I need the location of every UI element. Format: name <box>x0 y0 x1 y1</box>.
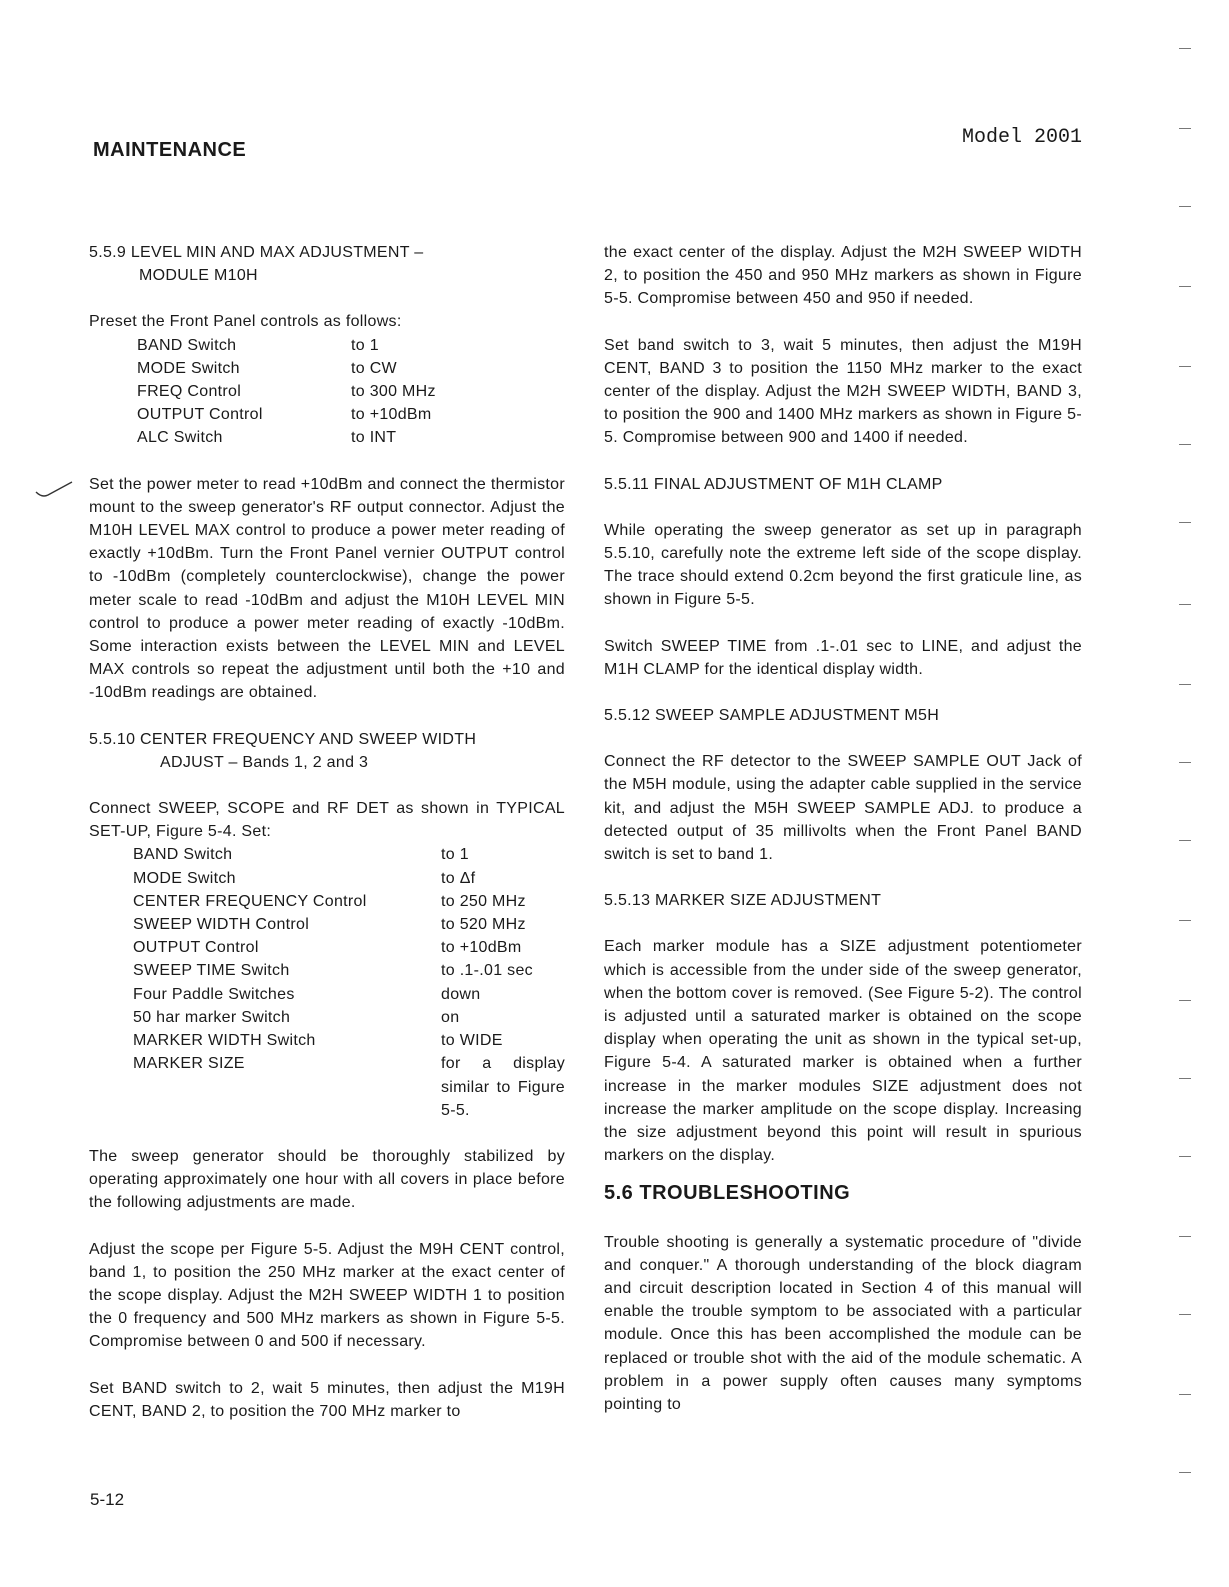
left-column <box>89 241 565 1423</box>
setting-control: OUTPUT Control <box>133 939 259 957</box>
section-heading-5-5-13: 5.5.13 MARKER SIZE ADJUSTMENT <box>604 892 882 910</box>
setting-control: MARKER WIDTH Switch <box>133 1032 316 1050</box>
sweep-sample-paragraph: Connect the RF detector to the SWEEP SAMPLE OUT Jack of the M5H module, using the adapter cable supplied in the service kit, and adjust the M5H SWEEP SAMPLE ADJ. to produce a detected output of 35 millivolts when the Front Panel BAND switch is set to band 1. <box>604 753 1082 864</box>
setting-value: to +10dBm <box>351 406 432 424</box>
settings-row <box>89 890 565 913</box>
setting-value: to CW <box>351 359 397 377</box>
clamp-paragraph-1: While operating the sweep generator as set up in paragraph 5.5.10, carefully note the extreme left side of the scope display. The trace should extend 0.2cm beyond the first graticule line, as shown in Figure 5-5. <box>604 521 1082 609</box>
settings-row <box>89 403 565 426</box>
setting-value: for a display similar to Figure 5-5. <box>441 1055 565 1119</box>
scan-edge-marks <box>1169 0 1229 1587</box>
settings-row <box>89 867 565 890</box>
setting-value: to 300 MHz <box>351 383 436 401</box>
section-header: MAINTENANCE <box>93 139 247 161</box>
setting-value: to INT <box>351 429 397 447</box>
stabilize-paragraph: The sweep generator should be thoroughly stabilized by operating approximately one hour with all covers in place before the following adjustments are made. <box>89 1147 565 1212</box>
section-heading-5-5-12: 5.5.12 SWEEP SAMPLE ADJUSTMENT M5H <box>604 707 940 725</box>
setting-value: to WIDE <box>441 1032 503 1050</box>
setting-value: to +10dBm <box>441 939 522 957</box>
settings-row <box>89 357 565 380</box>
setting-control: BAND Switch <box>133 846 233 864</box>
settings-row <box>89 843 565 866</box>
setting-control: CENTER FREQUENCY Control <box>133 892 367 910</box>
setting-control: Four Paddle Switches <box>133 985 295 1003</box>
page-number: 5-12 <box>90 1490 125 1509</box>
heading-continuation: MODULE M10H <box>139 267 258 285</box>
adjust-scope-paragraph: Adjust the scope per Figure 5-5. Adjust the M9H CENT control, band 1, to position the 250 MHz marker at the exact center of the scope display. Adjust the M2H SWEEP WIDTH 1 to position the 0 frequency and 500 MHz markers as shown in Figure 5-5. Compromise between 0 and 500 if necessary. <box>89 1240 565 1351</box>
settings-row <box>89 936 565 959</box>
settings-row <box>89 334 565 357</box>
section-heading-5-5-10 <box>89 728 565 774</box>
setting-control: MODE Switch <box>133 869 236 887</box>
setting-value: on <box>441 1008 460 1026</box>
settings-row <box>89 1052 565 1122</box>
section-heading-5-6: 5.6 TROUBLESHOOTING <box>604 1181 851 1204</box>
setting-value: to 520 MHz <box>441 916 526 934</box>
setting-control: ALC Switch <box>137 429 223 447</box>
heading-line: 5.5.9 LEVEL MIN AND MAX ADJUSTMENT – <box>89 244 424 261</box>
setting-control: MARKER SIZE <box>133 1055 245 1073</box>
band2-paragraph: Set BAND switch to 2, wait 5 minutes, then adjust the M19H CENT, BAND 2, to position the 700 MHz marker to <box>89 1379 565 1420</box>
heading-line: 5.5.10 CENTER FREQUENCY AND SWEEP WIDTH <box>89 730 477 748</box>
setting-control: OUTPUT Control <box>137 406 263 424</box>
heading-continuation: ADJUST – Bands 1, 2 and 3 <box>160 753 369 771</box>
settings-row <box>89 959 565 982</box>
setting-control: MODE Switch <box>137 359 240 377</box>
setting-value: to 250 MHz <box>441 892 526 910</box>
center-frequency-settings-list <box>89 843 565 1121</box>
section-heading-5-5-9 <box>89 241 565 287</box>
setting-value: to 1 <box>441 846 469 864</box>
level-adjust-paragraph: Set the power meter to read +10dBm and connect the thermistor mount to the sweep generator's RF output connector. Adjust the M10H LEVEL MAX control to produce a power meter reading of exactly +10dBm. Turn the Front Panel vernier OUTPUT control to -10dBm (completely counterclockwise), change the power meter scale to read -10dBm and adjust the M10H LEVEL MIN control to produce a power meter reading of exactly -10dBm. Some interaction exists between the LEVEL MIN and LEVEL MAX controls so repeat the adjustment until both the +10 and -10dBm readings are obtained. <box>89 475 565 702</box>
section-heading-5-5-11: 5.5.11 FINAL ADJUSTMENT OF M1H CLAMP <box>604 475 943 493</box>
preset-intro: Preset the Front Panel controls as follows: <box>89 313 402 331</box>
marker-size-paragraph: Each marker module has a SIZE adjustment potentiometer which is accessible from the under side of the sweep generator, when the bottom cover is removed. (See Figure 5-2). The control is adjusted until a saturated marker is obtained on the scope display when operating the unit as shown in the typical set-up, Figure 5-4. A saturated marker is obtained when a further increase in the marker modules SIZE adjustment does not increase the marker amplitude on the scope display. Increasing the size adjustment beyond this point will result in spurious markers on the display. <box>604 938 1082 1165</box>
troubleshooting-paragraph: Trouble shooting is generally a systematic procedure of "divide and conquer." A thorough understanding of the block diagram and circuit description located in Section 4 of this manual will enable the trouble symptom to be associated with a particular module. Once this has been accomplished the module can be replaced or trouble shot with the aid of the module schematic. A problem in a power supply often causes many symptoms pointing to <box>604 1233 1082 1413</box>
setting-value: to 1 <box>351 336 379 354</box>
settings-row <box>89 983 565 1006</box>
setting-control: SWEEP TIME Switch <box>133 962 290 980</box>
band3-paragraph: Set band switch to 3, wait 5 minutes, then adjust the M19H CENT, BAND 3 to position the 1150 MHz marker to the exact center of the display. Adjust the M2H SWEEP WIDTH, BAND 3, to position the 900 and 1400 MHz markers as shown in Figure 5-5. Compromise between 900 and 1400 if needed. <box>604 336 1082 447</box>
settings-row <box>89 426 565 449</box>
preset-settings-list <box>89 334 565 450</box>
right-column <box>604 241 1082 1416</box>
setting-control: FREQ Control <box>137 383 242 401</box>
band2-continuation-paragraph: the exact center of the display. Adjust the M2H SWEEP WIDTH 2, to position the 450 and 950 MHz markers as shown in Figure 5-5. Compromise between 450 and 950 if needed. <box>604 244 1082 308</box>
settings-row <box>89 380 565 403</box>
settings-row <box>89 1006 565 1029</box>
setting-control: BAND Switch <box>137 336 237 354</box>
settings-row <box>89 913 565 936</box>
setting-control: SWEEP WIDTH Control <box>133 916 310 934</box>
setting-control: 50 har marker Switch <box>133 1008 291 1026</box>
clamp-paragraph-2: Switch SWEEP TIME from .1-.01 sec to LINE, and adjust the M1H CLAMP for the identical display width. <box>604 637 1082 678</box>
setup-intro: Connect SWEEP, SCOPE and RF DET as shown in TYPICAL SET-UP, Figure 5-4. Set: <box>89 800 565 841</box>
model-header: Model 2001 <box>961 126 1082 149</box>
setting-value: to .1-.01 sec <box>441 962 533 980</box>
setting-value: down <box>441 985 481 1003</box>
setting-value: to Δf <box>441 869 476 887</box>
pen-checkmark-icon <box>34 478 74 500</box>
settings-row <box>89 1029 565 1052</box>
